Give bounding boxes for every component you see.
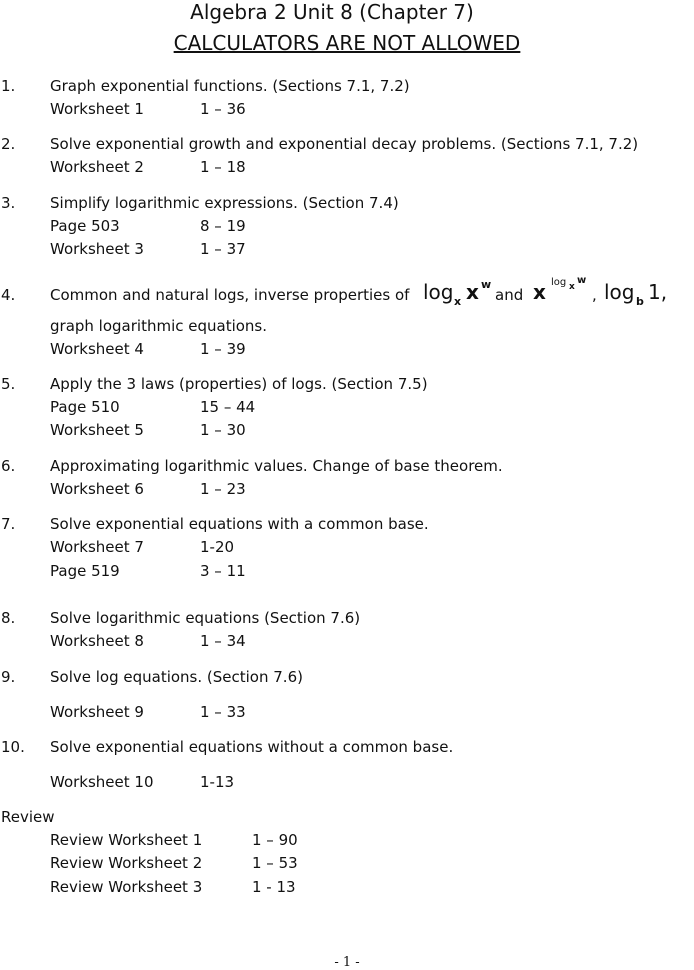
math-exponent-subscript: x	[569, 282, 575, 292]
page-number: - 1 -	[334, 955, 360, 970]
assignment-range: 15 – 44	[200, 398, 256, 416]
assignment-label: Worksheet 6	[50, 480, 144, 498]
assignment-range: 1 – 30	[200, 421, 246, 439]
page-title: Algebra 2 Unit 8 (Chapter 7)	[190, 0, 474, 24]
assignment-label: Worksheet 10	[50, 773, 154, 791]
assignment-range: 1-13	[200, 773, 235, 791]
assignment-range: 1 - 13	[252, 878, 296, 896]
assignment-label: Worksheet 8	[50, 632, 144, 650]
math-subscript: b	[636, 295, 644, 308]
assignment-label: Worksheet 2	[50, 158, 144, 176]
assignment-range: 1-20	[200, 538, 235, 556]
assignment-label: Worksheet 7	[50, 538, 144, 556]
item-number: 3.	[1, 194, 16, 212]
item-text: Apply the 3 laws (properties) of logs. (Section 7.5)	[50, 375, 428, 393]
review-heading: Review	[1, 808, 55, 826]
item-text: Approximating logarithmic values. Change of base theorem.	[50, 457, 503, 475]
item-number: 1.	[1, 77, 16, 95]
item-text-continued: graph logarithmic equations.	[50, 317, 268, 335]
item-text: Solve log equations. (Section 7.6)	[50, 668, 303, 686]
item-number: 10.	[1, 738, 25, 756]
assignment-range: 1 – 36	[200, 100, 246, 118]
assignment-label: Page 519	[50, 562, 120, 580]
assignment-label: Worksheet 1	[50, 100, 144, 118]
item-text: Simplify logarithmic expressions. (Section 7.4)	[50, 194, 399, 212]
math-exponent-log: log	[551, 277, 567, 288]
assignment-label: Worksheet 9	[50, 703, 144, 721]
item-number: 4.	[1, 286, 16, 304]
item-number: 7.	[1, 515, 16, 533]
math-exponent-w: w	[577, 275, 587, 286]
item-number: 8.	[1, 609, 16, 627]
assignment-label: Worksheet 3	[50, 240, 144, 258]
math-comma: ,	[592, 286, 597, 304]
assignment-range: 1 – 37	[200, 240, 246, 258]
math-log: log	[604, 280, 635, 304]
assignment-label: Page 510	[50, 398, 120, 416]
math-one: 1,	[648, 280, 668, 304]
assignment-label: Worksheet 5	[50, 421, 144, 439]
assignment-range: 1 – 90	[252, 831, 298, 849]
assignment-label: Review Worksheet 1	[50, 831, 203, 849]
math-base: x	[466, 280, 479, 304]
assignment-range: 1 – 23	[200, 480, 246, 498]
math-subscript: x	[454, 295, 462, 308]
assignment-range: 1 – 18	[200, 158, 246, 176]
page-subtitle: CALCULATORS ARE NOT ALLOWED	[173, 31, 521, 55]
assignment-range: 3 – 11	[200, 562, 246, 580]
assignment-label: Review Worksheet 3	[50, 878, 203, 896]
assignment-range: 1 – 34	[200, 632, 246, 650]
math-base: x	[533, 280, 546, 304]
item-number: 5.	[1, 375, 16, 393]
item-text: Graph exponential functions. (Sections 7.1, 7.2)	[50, 77, 410, 95]
assignment-range: 1 – 53	[252, 854, 298, 872]
item-number: 9.	[1, 668, 16, 686]
item-number: 2.	[1, 135, 16, 153]
assignment-label: Review Worksheet 2	[50, 854, 203, 872]
math-superscript: w	[481, 278, 492, 291]
assignment-range: 8 – 19	[200, 217, 246, 235]
assignment-range: 1 – 33	[200, 703, 246, 721]
item-text: Solve exponential growth and exponential decay problems. (Sections 7.1, 7.2)	[50, 135, 639, 153]
math-and: and	[495, 286, 524, 304]
item-text: Solve exponential equations without a common base.	[50, 738, 454, 756]
math-log: log	[423, 280, 454, 304]
assignment-label: Page 503	[50, 217, 120, 235]
item-text: Solve logarithmic equations (Section 7.6)	[50, 609, 361, 627]
assignment-label: Worksheet 4	[50, 340, 144, 358]
item-text: Common and natural logs, inverse properties of	[50, 286, 410, 304]
item-number: 6.	[1, 457, 16, 475]
item-text: Solve exponential equations with a common base.	[50, 515, 429, 533]
assignment-range: 1 – 39	[200, 340, 246, 358]
